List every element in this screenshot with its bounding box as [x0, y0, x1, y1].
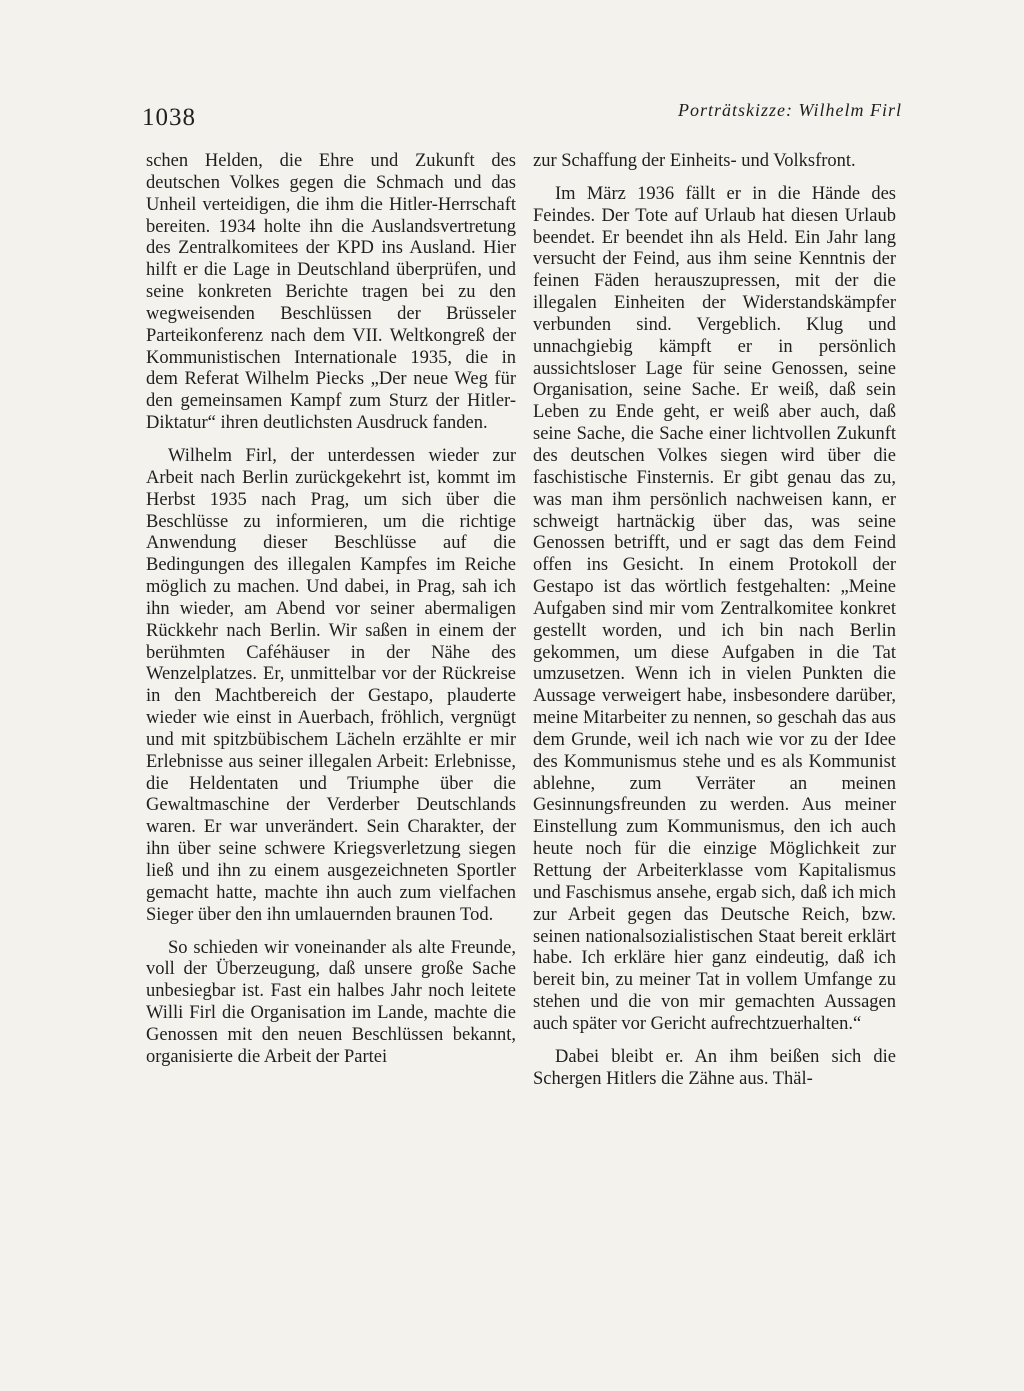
left-column	[146, 151, 516, 1069]
paragraph: So schieden wir voneinander als alte Freunde, voll der Überzeugung, daß unsere große Sache unbesiegbar ist. Fast ein halbes Jahr noch leitete Willi Firl die Organisation im Lande, machte die Genossen mit den neuen Beschlüssen bekannt, organisierte die Arbeit der Partei	[146, 937, 516, 1067]
running-title: Porträtskizze: Wilhelm Firl	[678, 100, 902, 120]
paragraph: schen Helden, die Ehre und Zukunft des deutschen Volkes gegen die Schmach und das Unheil verteidigen, die ihm die Hitler-Herrschaft bereiten. 1934 holte ihn die Auslandsvertretung des Zentralkomitees der KPD ins Ausland. Hier hilft er die Lage in Deutschland überprüfen, und seine konkreten Berichte tragen bei zu den wegweisenden Beschlüssen der Brüsseler Parteikonferenz nach dem VII. Weltkongreß der Kommunistischen Internationale 1935, die in dem Referat Wilhelm Piecks „Der neue Weg für den gemeinsamen Kampf zum Sturz der Hitler-Diktatur“ ihren deutlichsten Ausdruck fanden.	[146, 151, 516, 434]
page-number: 1038	[142, 104, 196, 131]
paragraph: zur Schaffung der Einheits- und Volksfront.	[533, 151, 856, 171]
paragraph: Dabei bleibt er. An ihm beißen sich die Schergen Hitlers die Zähne aus. Thäl-	[533, 1046, 896, 1089]
paragraph: Im März 1936 fällt er in die Hände des Feindes. Der Tote auf Urlaub hat diesen Urlaub beendet. Er beendet ihn als Held. Ein Jahr lang versucht der Feind, aus ihm seine Kenntnis der feinen Fäden herauszupressen, mit der die illegalen Einheiten der Widerstandskämpfer verbunden sind. Vergeblich. Klug und unnachgiebig kämpft er in persönlich aussichtsloser Lage für seine Genossen, seine Organisation, seine Sache. Er weiß, daß sein Leben zu Ende geht, er weiß aber auch, daß seine Sache, die Sache einer lichtvollen Zukunft des deutschen Volkes siegen wird über die faschistische Finsternis. Er gibt genau das zu, was man ihm persönlich nachweisen kann, er schweigt hartnäckig über das, was seine Genossen betrifft, und er sagt das dem Feind offen ins Gesicht. In einem Protokoll der Gestapo ist das wörtlich festgehalten: „Meine Aufgaben sind mir vom Zentralkomitee konkret gestellt worden, und ich bin nach Berlin gekommen, um diese Aufgaben in die Tat umzusetzen. Wenn ich in vielen Punkten die Aussage verweigert habe, insbesondere darüber, meine Mitarbeiter zu nennen, so geschah das aus dem Grunde, weil ich nach wie vor zu der Idee des Kommunismus stehe und es als Kommunist ablehne, zum Verräter an meinen Gesinnungsfreunden zu werden. Aus meiner Einstellung zum Kommunismus, den ich auch heute noch für die einzige Möglichkeit zur Rettung der Arbeiterklasse vom Kapitalismus und Faschismus ansehe, ergab sich, daß ich mich zur Arbeit gegen das Deutsche Reich, bzw. seinen nationalsozialistischen Staat bereit erklärt habe. Ich erkläre hier ganz eindeutig, daß ich bereit bin, zu meiner Tat in vollem Umfange zu stehen und die von mir gemachten Aussagen auch später vor Gericht aufrechtzuerhalten.“	[533, 183, 896, 1034]
paragraph: Wilhelm Firl, der unterdessen wieder zur Arbeit nach Berlin zurückgekehrt ist, kommt im Herbst 1935 nach Prag, um sich über die Beschlüsse zu informieren, um die richtige Anwendung dieser Beschlüsse auf die Bedingungen des illegalen Kampfes im Reiche möglich zu machen. Und dabei, in Prag, sah ich ihn wieder, am Abend vor seiner abermaligen Rückkehr nach Berlin. Wir saßen in einem der berühmten Caféhäuser in der Nähe des Wenzelplatzes. Er, unmittelbar vor der Rückreise in den Machtbereich der Gestapo, plauderte wieder wie einst in Auerbach, fröhlich, vergnügt und mit spitzbübischem Lächeln erzählte er mir Erlebnisse aus seiner illegalen Arbeit: Erlebnisse, die Heldentaten und Triumphe über die Gewaltmaschine der Verderber Deutschlands waren. Er war unverändert. Sein Charakter, der ihn über seine schwere Kriegsverletzung siegen ließ und ihn zu einem ausgezeichneten Sportler gemacht hatte, machte ihn auch zum vielfachen Sieger über den ihn umlauernden braunen Tod.	[146, 445, 516, 925]
right-column	[533, 151, 896, 1090]
